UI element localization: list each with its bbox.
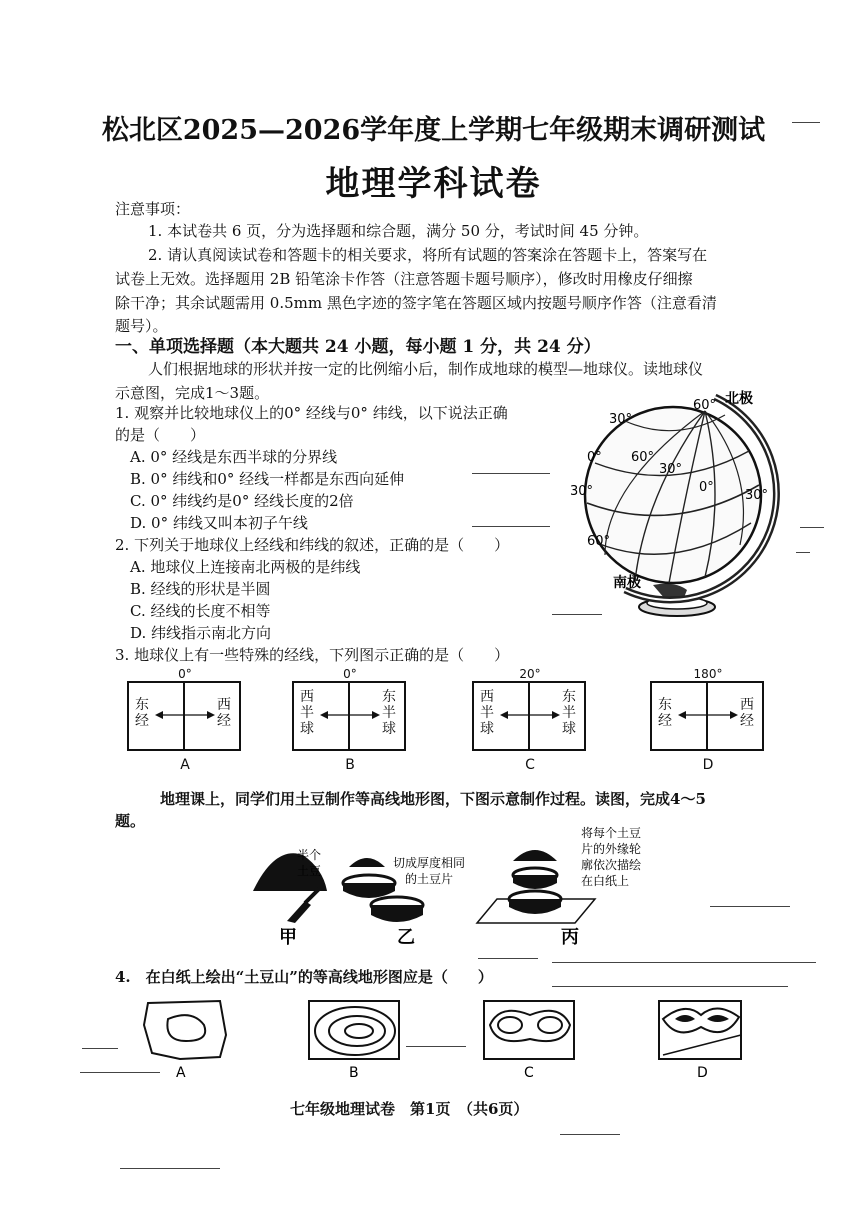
notes-line: 1. 本试卷共 6 页，分为选择题和综合题，满分 50 分，考试时间 45 分钟。 (148, 222, 649, 240)
notes-line: 题号）。 (115, 317, 168, 335)
potato-process-figure (245, 825, 642, 950)
option-letter: B (349, 1065, 359, 1081)
potato-top-slice (349, 858, 385, 867)
label-trace: 将每个土豆 (581, 826, 642, 840)
label-half-potato: 土豆 (297, 864, 322, 878)
option-letter: D (697, 1065, 708, 1081)
panel-right-label: 东半球 (562, 689, 576, 737)
exam-subtitle: 地理学科试卷 (325, 164, 542, 204)
label-trace: 廓依次描绘 (581, 858, 642, 872)
panel-top-label: 0° (343, 667, 357, 681)
globe-sphere (585, 407, 761, 583)
globe-label: 60° (693, 398, 717, 413)
panel-right-label: 东半球 (382, 689, 396, 737)
notes-line: 除干净；其余试题需用 0.5mm 黑色字迹的签字笔在答题区域内按题号顺序作答（注意看清 (115, 294, 717, 312)
section-heading: 一、单项选择题（本大题共 24 小题，每小题 1 分，共 24 分） (115, 337, 601, 357)
q3-panel-c (472, 667, 588, 779)
q3-panel-d (650, 667, 766, 779)
panel-right-label: 西经 (740, 697, 754, 729)
contour-line (167, 1015, 205, 1041)
globe-label: 30° (570, 484, 594, 499)
scan-mark (82, 1048, 118, 1049)
contour-line (490, 1011, 570, 1041)
panel-top-label: 180° (693, 667, 723, 681)
label-half-potato: 半个 (297, 848, 322, 862)
scan-mark (472, 473, 550, 474)
contour-line (315, 1007, 395, 1055)
label-slices: 的土豆片 (405, 872, 454, 886)
section-intro: 示意图，完成1～3题。 (115, 384, 270, 402)
q1-option-c: C. 0° 纬线约是0° 经线长度的2倍 (130, 492, 354, 510)
scan-mark (406, 1046, 466, 1047)
q2-option-a: A. 地球仪上连接南北两极的是纬线 (130, 558, 361, 576)
globe-label: 30° (609, 412, 633, 427)
step-label: 甲 (279, 927, 297, 948)
exam-title: 松北区2025—2026学年度上学期七年级期末调研测试 (101, 115, 766, 146)
panel-left-label: 西半球 (300, 689, 314, 737)
contour-line (144, 1001, 226, 1059)
label-slices: 切成厚度相同 (393, 856, 466, 870)
notes-heading: 注意事项： (115, 200, 191, 218)
scan-mark (552, 962, 816, 963)
globe-label: 60° (631, 450, 655, 465)
q3-stem: 3. 地球仪上有一些特殊的经线，下列图示正确的是（ ） (115, 646, 510, 664)
scan-mark (80, 1072, 160, 1073)
label-trace: 片的外缘轮 (581, 842, 642, 856)
q2-option-d: D. 纬线指示南北方向 (130, 624, 272, 642)
step-label: 乙 (397, 927, 415, 948)
contour-line (663, 1008, 739, 1032)
q1-option-a: A. 0° 经线是东西半球的分界线 (130, 448, 338, 466)
q1-stem: 1. 观察并比较地球仪上的0° 经线与0° 纬线，以下说法正确 (115, 404, 508, 422)
globe-label: 0° (699, 480, 714, 495)
panel-letter: A (180, 757, 190, 773)
q1-option-b: B. 0° 纬线和0° 经线一样都是东西向延伸 (130, 470, 405, 488)
scan-mark (552, 986, 788, 987)
potato-intro: 题。 (115, 812, 146, 830)
south-pole-label: 南极 (613, 575, 641, 591)
panel-left-label: 西半球 (480, 689, 494, 737)
scan-mark (560, 1134, 620, 1135)
step-label: 丙 (561, 927, 579, 948)
option-letter: A (176, 1065, 186, 1081)
contour-line (329, 1016, 385, 1046)
scan-mark (472, 526, 550, 527)
panel-top-label: 20° (519, 667, 541, 681)
potato-intro: 地理课上，同学们用土豆制作等高线地形图，下图示意制作过程。读图，完成4～5 (160, 790, 706, 808)
north-pole-label: 北极 (725, 391, 753, 407)
contour-line (538, 1017, 562, 1033)
q4-option-a-map (140, 995, 230, 1083)
knife-icon (287, 901, 311, 923)
q4-stem: 4. 在白纸上绘出“土豆山”的等高线地形图应是（ ） (115, 968, 493, 986)
panel-right-label: 西经 (217, 697, 231, 729)
notes-line: 2. 请认真阅读试卷和答题卡的相关要求，将所有试题的答案涂在答题卡上，答案写在 (148, 246, 708, 264)
q2-stem: 2. 下列关于地球仪上经线和纬线的叙述，正确的是（ ） (115, 536, 510, 554)
q2-option-b: B. 经线的形状是半圆 (130, 580, 271, 598)
globe-label: 0° (587, 450, 602, 465)
globe-label: 60° (587, 534, 611, 549)
panel-left-label: 东经 (135, 697, 149, 729)
q2-option-c: C. 经线的长度不相等 (130, 602, 271, 620)
contour-line (345, 1024, 373, 1038)
label-trace: 在白纸上 (581, 874, 630, 888)
scan-mark (120, 1168, 220, 1169)
scan-mark (552, 614, 602, 615)
panel-letter: C (525, 757, 535, 773)
q4-option-b-map (305, 995, 405, 1083)
globe-label: 30° (745, 488, 769, 503)
panel-left-label: 东经 (658, 697, 672, 729)
contour-line (498, 1017, 522, 1033)
scan-mark (800, 527, 824, 528)
q3-panel-a (127, 667, 243, 779)
scan-mark (478, 958, 538, 959)
panel-letter: B (345, 757, 355, 773)
q1-option-d: D. 0° 纬线又叫本初子午线 (130, 514, 308, 532)
panel-letter: D (702, 757, 714, 773)
q3-panel-b (292, 667, 408, 779)
page-footer: 七年级地理试卷 第1页 （共6页） (290, 1100, 529, 1118)
globe-figure (565, 385, 795, 625)
q1-stem: 的是（ ） (115, 426, 206, 444)
q4-option-c-map (480, 995, 580, 1083)
notes-line: 试卷上无效。选择题用 2B 铅笔涂卡作答（注意答题卡题号顺序），修改时用橡皮仔细擦 (115, 270, 693, 288)
option-letter: C (524, 1065, 534, 1081)
globe-label: 30° (659, 462, 683, 477)
q4-option-d-map (655, 995, 747, 1083)
section-intro: 人们根据地球的形状并按一定的比例缩小后，制作成地球的模型—地球仪。读地球仪 (148, 360, 704, 378)
scan-mark (792, 122, 820, 123)
scan-mark (796, 552, 810, 553)
panel-top-label: 0° (178, 667, 192, 681)
scan-mark (710, 906, 790, 907)
